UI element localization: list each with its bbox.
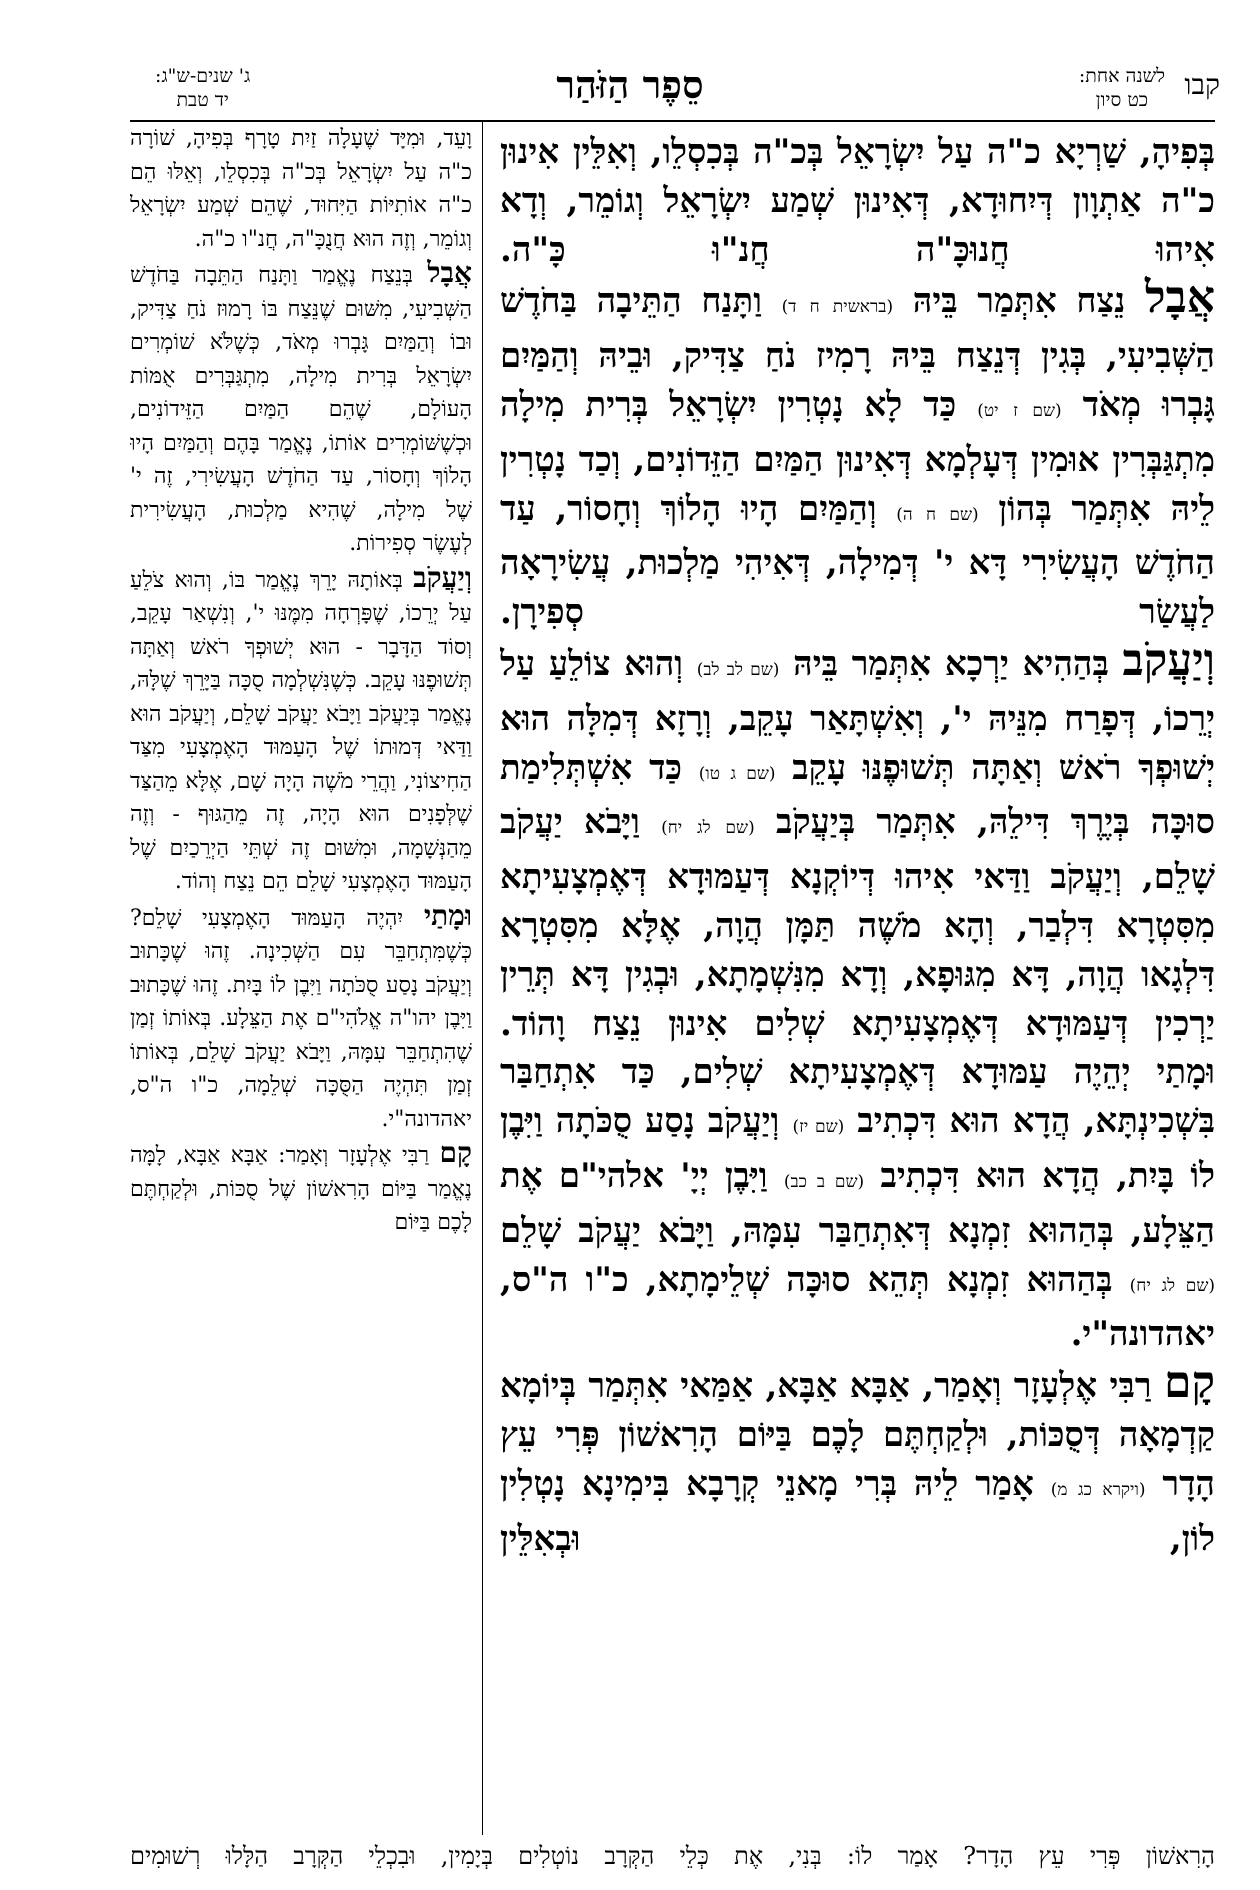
main-text: רַבִּי אֶלְעָזָר וְאָמַר, אַבָּא אַבָּא, אַמַּאי אִתְּמַר בְּיוֹמָא קַדְמָאָה דְּסֻכּוֹת, וּלְקַחְתֶּם לָכֶם בַּיּוֹם הָרִאשׁוֹן פְּרִי עֵץ הָדָר: [500, 1366, 1215, 1504]
footer-continuation-line: הָרִאשׁוֹן פְּרִי עֵץ הָדָר? אָמַר לוֹ: בְּנִי, אֶת כְּלֵי הַקְּרָב נוֹטְלִים בְּיָמִין, וּבִכְלֵי הַקְּרָב הַלָּלוּ רְשׁוּמִים: [130, 1842, 1215, 1870]
main-text: נֵצַח אִתְּמַר בֵּיהּ: [912, 281, 1126, 322]
page-number: קבו: [1184, 68, 1220, 101]
page-header: [40, 60, 1220, 120]
main-text: וַתָּנַח הַתֵּיבָה בַּחֹדֶשׁ הַשְּׁבִיעִי, בְּגִין דְּנֵצַח בֵּיהּ רָמִיז נֹחַ צַדִּיק, וּבֵיהּ וְהַמַּיִם גָּבְרוּ מְאֹד: [500, 281, 1215, 425]
column-divider: [482, 120, 483, 1835]
commentary-paragraph: [130, 1136, 472, 1240]
paragraph-lead-word: קָם: [1164, 1357, 1215, 1409]
main-text: וְהַמַּיִם הָיוּ הָלוֹךְ וְחָסוֹר, עַד הַחֹדֶשׁ הָעֲשִׂירִי דָּא י' דְּמִילָה, דְּאִיהִי מַלְכוּת, עֲשִׂירָאָה לַעֲשַׂר סְפִירָן.: [500, 488, 1215, 633]
commentary-text: וָעֵד, וּמִיָּד שֶׁעָלָה זַיִת טָרָף בְּפִיהָ, שׁוֹרָה כ"ה עַל יִשְׂרָאֵל בְּכ"ה בְּכִסְלֵו, וְאֵלּוּ הֵם כ"ה אוֹתִיּוֹת הַיִּחוּד, שֶׁהֵם שְׁמַע יִשְׂרָאֵל וְגוֹמֵר, וְזֶה הוּא חֲנֻכָּ"ה, חֲנ"ו כ"ה.: [130, 126, 472, 252]
main-paragraph: [500, 128, 1215, 274]
header-right-line2: כט סיון: [1095, 89, 1149, 111]
main-paragraph: [500, 274, 1215, 637]
paragraph-lead-word: וְיַעֲקֹב: [1122, 634, 1215, 686]
commentary-text: יִהְיֶה הָעַמּוּד הָאֶמְצָעִי שָׁלֵם? כְּשֶׁמִּתְחַבֵּר עִם הַשְּׁכִינָה. זֶהוּ שֶׁכָּתוּב וְיַעֲקֹב נָסַע סֻכֹּתָה וַיִּבֶן לוֹ בָּיִת. זֶהוּ שֶׁכָּתוּב וַיִּבֶן יהו"ה אֱלֹהִי"ם אֶת הַצֵּלָע. בְּאוֹתוֹ זְמַן שֶׁהִתְחַבֵּר עִמָּהּ, וַיָּבֹא יַעֲקֹב שָׁלֵם, בְּאוֹתוֹ זְמַן תִּהְיֶה הַסֻּכָּה שְׁלֵמָה, כ"ו ה"ס, יאהדונה"י.: [130, 905, 472, 1132]
commentary-paragraph: [130, 122, 472, 256]
main-text-column: [500, 128, 1215, 1840]
header-left-line2: יד טבת: [176, 89, 229, 111]
paragraph-lead-word: אֲבָל: [1144, 272, 1215, 324]
commentary-text: בְּאוֹתָהּ יָרֵךְ נֶאֱמַר בּוֹ, וְהוּא צֹלֵעַ עַל יְרֵכוֹ, שֶׁפָּרְחָה מִמֶּנּוּ י', וְנִשְׁאַר עָקֵב, וְסוֹד הַדָּבָר - הוּא יְשׁוּפְךָ רֹאשׁ וְאַתָּה תְּשׁוּפֶנּוּ עָקֵב. כְּשֶׁנִּשְׁלְמָה סֻכָּה בַּיָּרֵךְ שֶׁלָּהּ, נֶאֱמַר בְּיַעֲקֹב וַיָּבֹא יַעֲקֹב שָׁלֵם, וְיַעֲקֹב הוּא וַדַּאי דְּמוּתוֹ שֶׁל הָעַמּוּד הָאֶמְצָעִי מִצַּד הַחִיצוֹנִי, וַהֲרֵי מֹשֶׁה הָיָה שָׁם, אֶלָּא מֵהַצַּד שֶׁלְּפָנִים הוּא הָיָה, זֶה מֵהַגּוּף - וְזֶה מֵהַנְּשָׁמָה, וּמִשּׁוּם זֶה שְׁתֵּי הַיְרֵכַיִם שֶׁל הָעַמּוּד הָאֶמְצָעִי שָׁלֵם הֵם נֵצַח וְהוֹד.: [130, 567, 472, 894]
commentary-column: [130, 122, 472, 1838]
verse-reference: (שם ב כב): [783, 1171, 865, 1192]
main-text: בְּהַהוּא זִמְנָא תְּהֵא סוּכָּה שְׁלֵימָתָא, כ"ו ה"ס, יאהדונה"י.: [500, 1259, 1215, 1355]
main-text: וַיִּבֶן יְיָ' אלהי"ם אֶת הַצֵּלָע, בְּהַהוּא זִמְנָא דְּאִתְחַבַּר עִמָּהּ, וַיָּבֹא יַעֲקֹב שָׁלֵם: [500, 1155, 1215, 1251]
main-text: וְיַעֲקֹב נָסַע סֻכֹּתָה וַיִּבֶן לוֹ בָּיִת, הֲדָא הוּא דִּכְתִיב: [500, 1101, 1215, 1196]
verse-reference: (בראשית ח ד): [781, 297, 894, 318]
main-paragraph: [500, 1359, 1215, 1563]
main-text: וּמָתַי יְהֵיֶה עַמּוּדָא דְּאֶמְצָעִיתָא שְׁלִים, כַּד אִתְחַבַּר בִּשְׁכִינְתָּא, הֲדָא הוּא דִּכְתִיב: [500, 1052, 1215, 1142]
commentary-lead-word: וְיַעֲקֹב: [413, 560, 472, 594]
header-right-line1: לשנה אחת:: [1078, 65, 1165, 87]
verse-reference: (שם יז): [792, 1117, 845, 1138]
main-text: כַּד לָא נָטְרִין יִשְׂרָאֵל בְּרִית מִילָה מִתְגַּבְּרִין אוּמִין דְּעָלְמָא דְּאִינוּן הַמַּיִם הַזֵּדוֹנִים, וְכַד נָטְרִין לֵיהּ אִתְּמַר בְּהוֹן: [500, 384, 1215, 529]
main-text: בְּפִיהָ, שַׁרְיָא כ"ה עַל יִשְׂרָאֵל בְּכ"ה בְּכִסְלֵו, וְאִלֵּין אִינוּן כ"ה אַתְוָון דְּיִחוּדָא, דְּאִינוּן שְׁמַע יִשְׂרָאֵל וְגוֹמֵר, וְדָא אִיהוּ חֲנוּכָּ"ה חֲנ"וּ כָּ"ה.: [500, 132, 1215, 270]
verse-reference: (שם לב לב): [696, 659, 780, 680]
commentary-paragraph: [130, 256, 472, 561]
commentary-paragraph: [130, 561, 472, 899]
verse-reference: (שם לג יח): [1129, 1275, 1215, 1296]
verse-reference: (שם ג טו): [698, 763, 776, 784]
main-text: וַיָּבֹא יַעֲקֹב שָׁלֵם, וְיַעֲקֹב וַדַּאי אִיהוּ דְּיוֹקְנָא דְּעַמּוּדָא דְּאֶמְצָעִיתָא מִסִּטְרָא דִּלְבַר, וְהָא מֹשֶׁה תַּמָּן הֲוָה, אֶלָּא מִסִּטְרָא דִּלְגָאו הֲוָה, דָּא מִגּוּפָא, וְדָא מִנִּשְׁמָתָא, וּבְגִין דָּא תְּרֵין יַרְכִין דְּעַמּוּדָא דְּאֶמְצָעִיתָא שְׁלִים אִינוּן נֵצַח וָהוֹד.: [500, 802, 1215, 1044]
main-paragraph: [500, 1048, 1215, 1359]
commentary-text: בְּנֵצַח נֶאֱמַר וַתָּנַח הַתֵּבָה בַּחֹדֶשׁ הַשְּׁבִיעִי, מִשּׁוּם שֶׁנֵּצַח בּוֹ רָמוּז נֹחַ צַדִּיק, וּבוֹ וְהַמַּיִם גָּבְרוּ מְאֹד, כְּשֶׁלֹּא שׁוֹמְרִים יִשְׂרָאֵל בְּרִית מִילָה, מִתְגַּבְּרִים אֻמּוֹת הָעוֹלָם, שֶׁהֵם הַמַּיִם הַזֵּידוֹנִים, וּכְשֶׁשּׁוֹמְרִים אוֹתוֹ, נֶאֱמַר בָּהֶם וְהַמַּיִם הָיוּ הָלוֹךְ וְחָסוֹר, עַד הַחֹדֶשׁ הָעֲשִׂירִי, זֶה י' שֶׁל מִילָה, שֶׁהִיא מַלְכוּת, הָעֲשִׂירִית לְעֶשֶׂר סְפִירוֹת.: [130, 263, 472, 556]
commentary-lead-word: וּמָתַי: [423, 898, 472, 932]
main-text: וְהוּא צוֹלֵעַ עַל יְרֵכוֹ, דְּפָרַח מִנֵּיהּ י', וְאִשְׁתָּאַר עָקֵב, וְרָזָא דְּמִלָּה הוּא יְשׁוּפְךָ רֹאשׁ וְאַתָּה תְּשׁוּפֶנּוּ עָקֵב: [500, 643, 1215, 788]
commentary-lead-word: אֲבָל: [427, 256, 472, 289]
commentary-lead-word: קָם: [439, 1136, 472, 1169]
main-text: אָמַר לֵיהּ בְּרִי מָאנֵי קְרָבָא בִּימִינָא נָטְלִין לוֹן, וּבְאִלֵּין: [500, 1463, 1215, 1559]
main-text: בְּהַהִיא יַרְכָא אִתְּמַר בֵּיהּ: [793, 643, 1109, 684]
main-paragraph: [500, 634, 1215, 1048]
main-text: כַּד אִשְׁתְּלִימַת סוּכָּה בְּיֶרֶךְ דִּילֵהּ, אִתְּמַר בְּיַעֲקֹב: [500, 747, 1215, 843]
book-title: סֵפֶר הַזֹּהַר: [556, 62, 704, 107]
commentary-text: רַבִּי אֶלְעָזָר וְאָמַר: אַבָּא אַבָּא, לָמָּה נֶאֱמַר בַּיּוֹם הָרִאשׁוֹן שֶׁל סֻכּוֹת, וּלְקַחְתֶּם לָכֶם בַּיּוֹם: [130, 1143, 472, 1235]
verse-reference: (ויקרא כג מ): [1050, 1479, 1146, 1500]
verse-reference: (שם ז יט): [977, 400, 1062, 421]
verse-reference: (שם ח ה): [896, 504, 979, 525]
header-left-line1: ג' שנים-ש"ג:: [155, 65, 251, 87]
commentary-paragraph: [130, 899, 472, 1137]
header-left-dates: [155, 64, 250, 112]
verse-reference: (שם לג יח): [661, 818, 755, 839]
